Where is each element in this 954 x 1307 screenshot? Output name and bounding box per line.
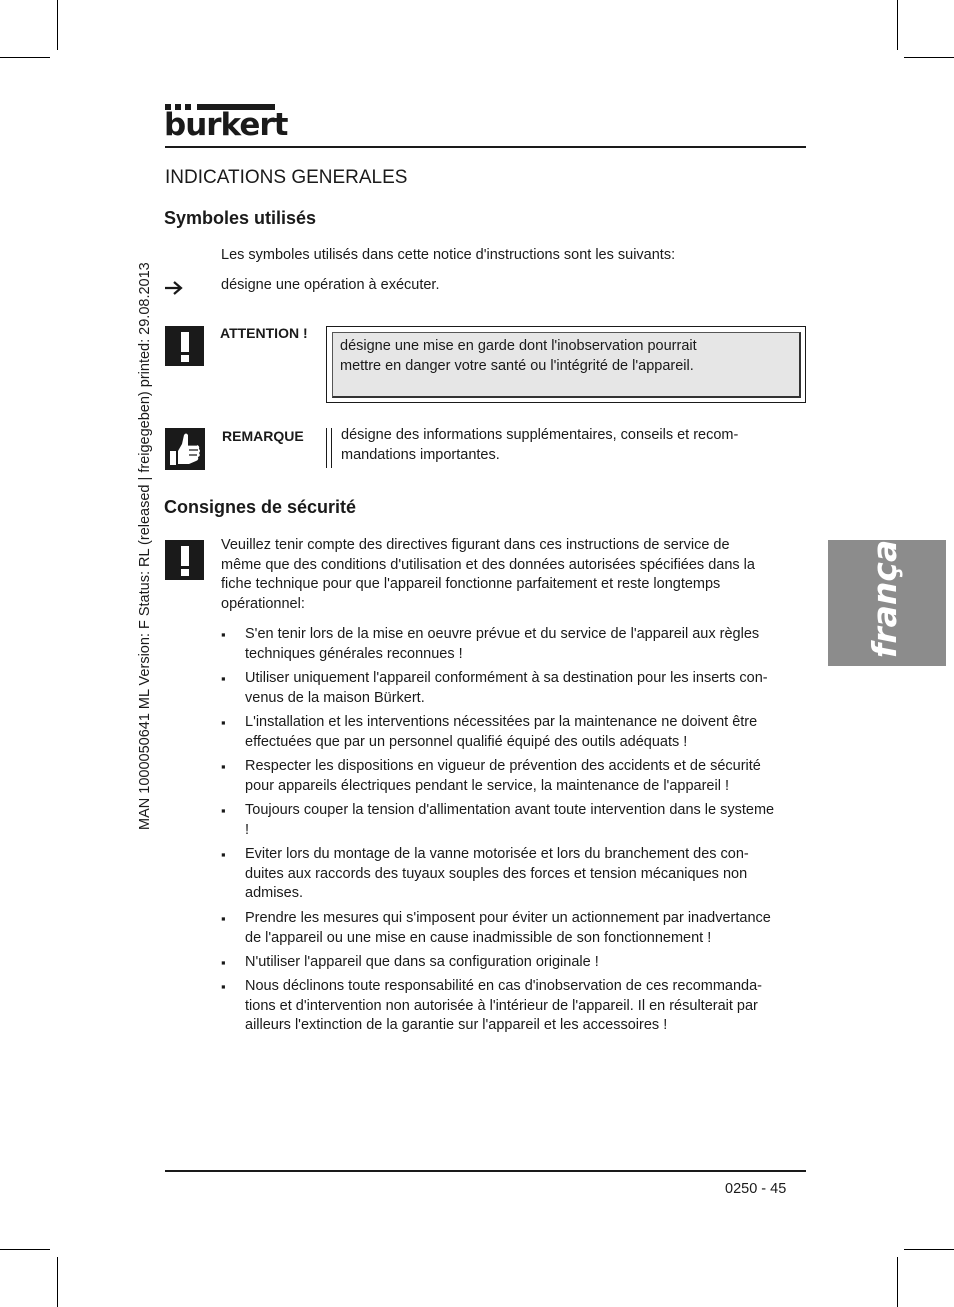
subheading-safety: Consignes de sécurité (164, 497, 357, 517)
crop-mark (897, 1257, 898, 1307)
safety-item-line: duites aux raccords des tuyaux souples des forces et tension mécaniques non (245, 865, 748, 882)
bullet-marker: ▪ (221, 911, 226, 926)
safety-item-line: tions et d'intervention non autorisée à l'intérieur de l'appareil. Il en résulterait par (245, 997, 758, 1014)
attention-line: désigne une mise en garde dont l'inobservation pourrait (340, 338, 697, 354)
section-heading: INDICATIONS GENERALES (165, 167, 408, 188)
crop-mark (904, 1249, 954, 1250)
print-info-vertical: MAN 1000050641 ML Version: F Status: RL (released | freigegeben) printed: 29.08.2013 (137, 262, 153, 830)
bullet-marker: ▪ (221, 671, 226, 686)
subheading-symbols: Symboles utilisés (164, 208, 317, 228)
safety-item-line: N'utiliser l'appareil que dans sa configuration originale ! (245, 954, 599, 970)
crop-mark (57, 0, 58, 50)
safety-item-line: Prendre les mesures qui s'imposent pour éviter un actionnement par inadvertance (245, 910, 771, 926)
crop-mark (0, 57, 50, 58)
attention-label: ATTENTION ! (220, 325, 308, 341)
safety-item (245, 757, 805, 796)
safety-item (245, 801, 805, 840)
safety-item-line: Nous déclinons toute responsabilité en cas d'inobservation de ces recommanda- (245, 978, 763, 994)
safety-item-line: L'installation et les interventions nécessitées par la maintenance ne doivent être (245, 714, 758, 730)
safety-intro-line: opérationnel: (221, 595, 305, 612)
safety-item-line: techniques générales reconnues ! (245, 645, 463, 662)
safety-item (245, 909, 805, 948)
crop-mark (57, 1257, 58, 1307)
remarque-label: REMARQUE (222, 428, 304, 444)
remarque-text (341, 426, 738, 465)
bullet-marker: ▪ (221, 803, 226, 818)
safety-intro (221, 536, 755, 614)
bullet-marker: ▪ (221, 847, 226, 862)
bullet-marker: ▪ (221, 759, 226, 774)
safety-item-line: effectuées que par un personnel qualifié équipé des outils adéquats ! (245, 733, 688, 750)
crop-mark (0, 1249, 50, 1250)
thumbs-up-hand-icon (165, 428, 205, 470)
safety-item-line: Toujours couper la tension d'allimentation avant toute intervention dans le systeme (245, 802, 775, 818)
page-number: 0250 - 45 (725, 1181, 787, 1197)
burkert-logo (164, 104, 288, 143)
arrow-description: désigne une opération à exécuter. (221, 277, 440, 293)
safety-item (245, 713, 805, 752)
safety-item-line: ailleurs l'extinction de la garantie sur l'appareil et les accessoires ! (245, 1017, 668, 1033)
bullet-marker: ▪ (221, 627, 226, 642)
remarque-divider (326, 428, 327, 468)
safety-item (245, 669, 805, 708)
warning-exclamation-icon (165, 326, 204, 366)
attention-box (326, 326, 806, 403)
header-rule (165, 146, 806, 148)
remarque-line: mandations importantes. (341, 446, 500, 463)
attention-line: mettre en danger votre santé ou l'intégrité de l'appareil. (340, 357, 694, 374)
bullet-marker: ▪ (221, 715, 226, 730)
remarque-line: désigne des informations supplémentaires, conseils et recom- (341, 427, 739, 443)
crop-mark (904, 57, 954, 58)
language-tab (828, 508, 946, 666)
safety-item (245, 977, 805, 1036)
safety-item-line: de l'appareil ou une mise en cause inadmissible de son fonctionnement ! (245, 929, 712, 946)
safety-item (245, 625, 805, 664)
logo-text: burkert (164, 107, 288, 143)
warning-exclamation-icon (165, 540, 204, 580)
footer-rule (165, 1170, 806, 1172)
bullet-marker: ▪ (221, 979, 226, 994)
safety-item-line: Eviter lors du montage de la vanne motorisée et lors du branchement des con- (245, 846, 749, 862)
safety-intro-line: même que des conditions d'utilisation et des données autorisées spécifiées dans la (221, 556, 755, 573)
bullet-marker: ▪ (221, 955, 226, 970)
attention-text (340, 337, 697, 376)
safety-item (245, 845, 805, 904)
remarque-divider (331, 428, 332, 468)
safety-intro-line: Veuillez tenir compte des directives figurant dans ces instructions de service de (221, 537, 730, 553)
safety-item-line: ! (245, 821, 250, 838)
safety-item-line: venus de la maison Bürkert. (245, 689, 425, 706)
safety-intro-line: fiche technique pour que l'appareil fonctionne parfaitement et reste longtemps (221, 576, 721, 592)
safety-item-line: S'en tenir lors de la mise en oeuvre prévue et du service de l'appareil aux règles (245, 626, 760, 642)
symbols-intro: Les symboles utilisés dans cette notice d'instructions sont les suivants: (221, 247, 676, 263)
safety-item-line: admises. (245, 885, 304, 901)
safety-item-line: Respecter les dispositions en vigueur de prévention des accidents et de sécurité (245, 758, 761, 774)
safety-item (245, 953, 805, 973)
language-tab-label: français (865, 508, 904, 658)
crop-mark (897, 0, 898, 50)
arrow-right-icon (164, 280, 184, 296)
safety-item-line: Utiliser uniquement l'appareil conformément à sa destination pour les inserts con- (245, 670, 768, 686)
safety-item-line: pour appareils électriques pendant le service, la maintenance de l'appareil ! (245, 777, 729, 794)
